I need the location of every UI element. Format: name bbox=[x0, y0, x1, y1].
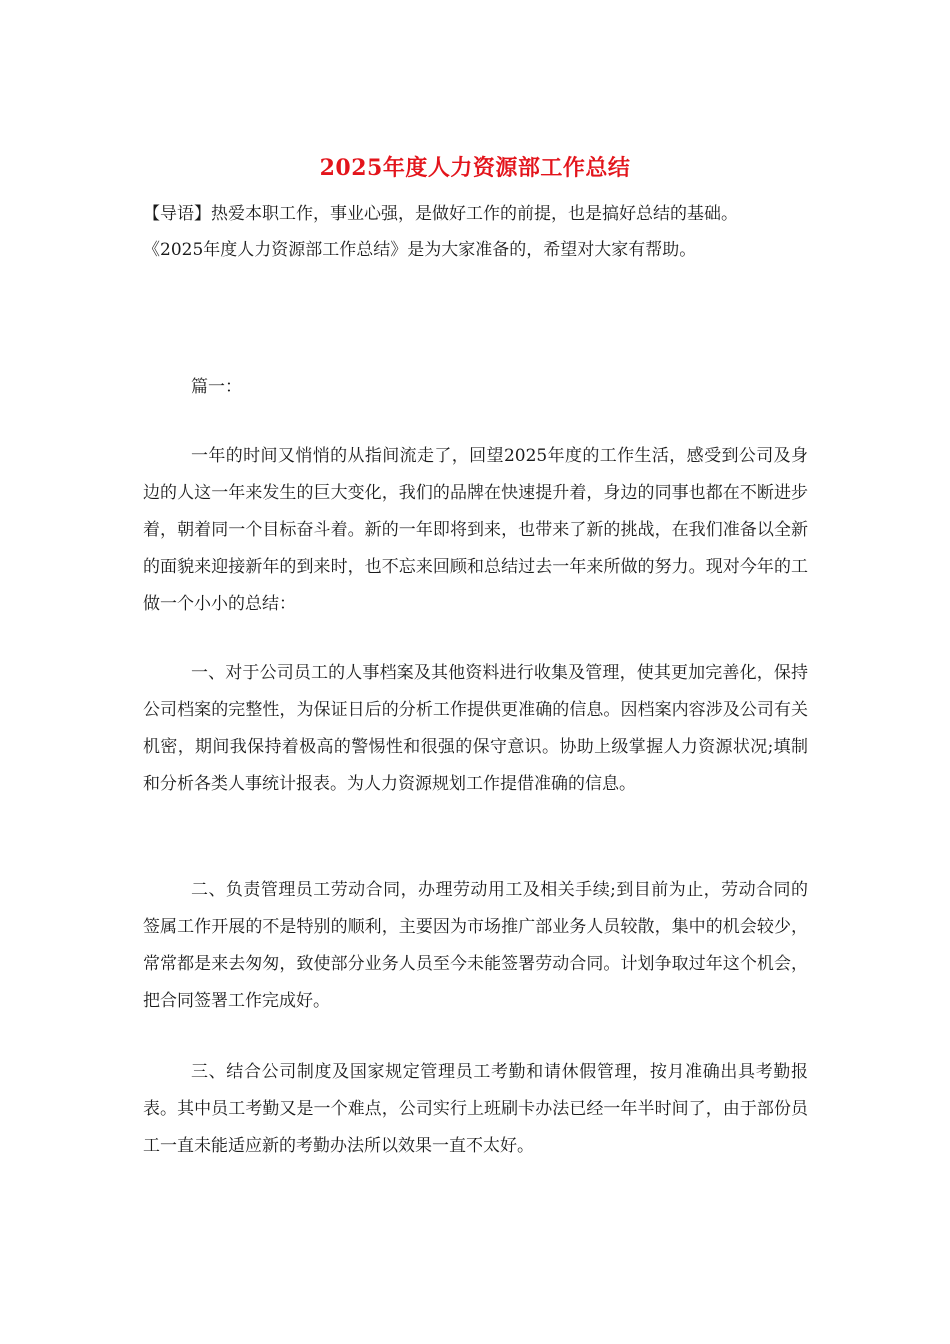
intro-line-2: 《2025年度人力资源部工作总结》是为大家准备的，希望对大家有帮助。 bbox=[143, 240, 697, 260]
paragraph-4: 三、结合公司制度及国家规定管理员工考勤和请休假管理，按月准确出具考勤报表。其中员工考勤又是一个难点，公司实行上班刷卡办法已经一年半时间了，由于部份员工一直未能适应新的考勤办法所以效果一直不太好。 bbox=[143, 1062, 808, 1156]
paragraph-2: 一、对于公司员工的人事档案及其他资料进行收集及管理，使其更加完善化，保持公司档案的完整性，为保证日后的分析工作提供更准确的信息。因档案内容涉及公司有关机密，期间我保持着极高的警惕性和很强的保守意识。协助上级掌握人力资源状况;填制和分析各类人事统计报表。为人力资源规划工作提借准确的信息。 bbox=[143, 663, 808, 794]
paragraph-1: 一年的时间又悄悄的从指间流走了，回望2025年度的工作生活，感受到公司及身边的人这一年来发生的巨大变化，我们的品牌在快速提升着，身边的同事也都在不断进步着，朝着同一个目标奋斗着。新的一年即将到来，也带来了新的挑战，在我们准备以全新的面貌来迎接新年的到来时，也不忘来回顾和总结过去一年来所做的努力。现对今年的工做一个小小的总结： bbox=[143, 446, 808, 614]
intro-line-1: 【导语】热爱本职工作，事业心强，是做好工作的前提，也是搞好总结的基础。 bbox=[143, 204, 738, 224]
section-label: 篇一： bbox=[191, 377, 242, 397]
intro-block bbox=[143, 196, 823, 268]
document-title: 2025年度人力资源部工作总结 bbox=[319, 155, 631, 181]
paragraph-3: 二、负责管理员工劳动合同，办理劳动用工及相关手续;到目前为止，劳动合同的签属工作开展的不是特别的顺利，主要因为市场推广部业务人员较散，集中的机会较少，常常都是来去匆匆，致使部分业务人员至今未能签署劳动合同。计划争取过年这个机会，把合同签署工作完成好。 bbox=[143, 880, 808, 1011]
